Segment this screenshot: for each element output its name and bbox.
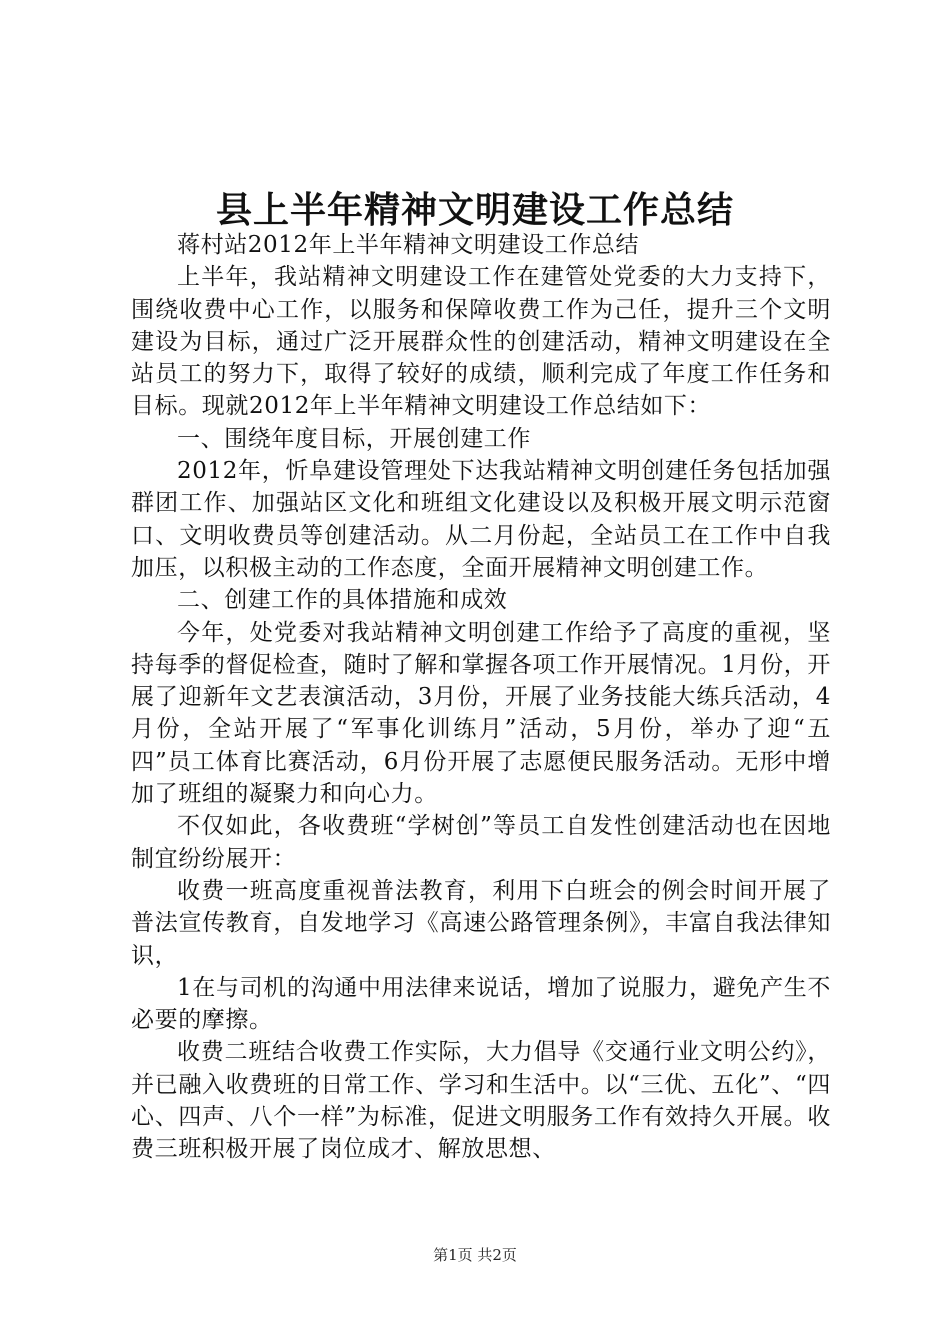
paragraph-section-2: 今年，处党委对我站精神文明创建工作给予了高度的重视，坚持每季的督促检查，随时了解和掌握各项工作开展情况。1月份，开展了迎新年文艺表演活动，3月份，开展了业务技能大练兵活动，4月份，全站开展了“军事化训练月”活动，5月份，举办了迎“五四”员工体育比赛活动，6月份开展了志愿便民服务活动。无形中增加了班组的凝聚力和向心力。: [131, 619, 831, 808]
paragraph-team-2-3: 收费二班结合收费工作实际，大力倡导《交通行业文明公约》，并已融入收费班的日常工作、学习和生活中。以“三优、五化”、“四心、四声、八个一样”为标准，促进文明服务工作有效持久开展。收费三班积极开展了岗位成才、解放思想、: [131, 1039, 831, 1163]
paragraph-intro: 上半年，我站精神文明建设工作在建管处党委的大力支持下，围绕收费中心工作，以服务和保障收费工作为己任，提升三个文明建设为目标，通过广泛开展群众性的创建活动，精神文明建设在全站员工的努力下，取得了较好的成绩，顺利完成了年度工作任务和目标。现就2012年上半年精神文明建设工作总结如下：: [131, 264, 831, 420]
paragraph-team-1-continued: 1在与司机的沟通中用法律来说话，增加了说服力，避免产生不必要的摩擦。: [131, 974, 831, 1034]
page-number-footer: 第1页 共2页: [433, 1246, 517, 1264]
paragraph-section-1: 2012年，忻阜建设管理处下达我站精神文明创建任务包括加强群团工作、加强站区文化和班组文化建设以及积极开展文明示范窗口、文明收费员等创建活动。从二月份起，全站员工在工作中自我加压，以积极主动的工作态度，全面开展精神文明创建工作。: [131, 458, 831, 581]
paragraph-activities: 不仅如此，各收费班“学树创”等员工自发性创建活动也在因地制宜纷纷展开：: [131, 813, 831, 872]
document-title: 县上半年精神文明建设工作总结: [215, 189, 734, 231]
section-heading-1: 一、围绕年度目标，开展创建工作: [177, 425, 531, 452]
paragraph-team-1: 收费一班高度重视普法教育，利用下白班会的例会时间开展了普法宣传教育，自发地学习《高速公路管理条例》，丰富自我法律知识，: [131, 877, 831, 969]
document-body: [131, 229, 831, 1166]
paragraph-subtitle: 蒋村站2012年上半年精神文明建设工作总结: [177, 232, 640, 258]
section-heading-2: 二、创建工作的具体措施和成效: [177, 587, 508, 614]
